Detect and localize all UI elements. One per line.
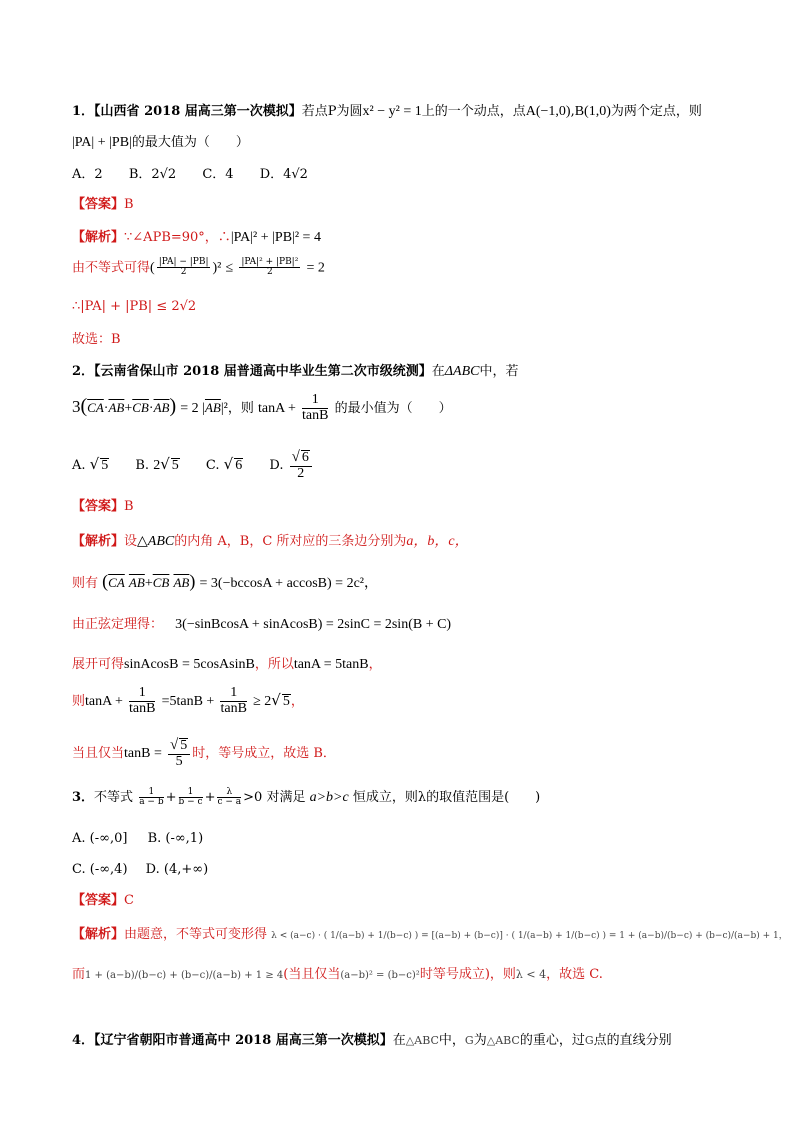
- q3-stem-c: 恒成立，则λ的取值范围是( ): [352, 790, 541, 805]
- q2-s5-sqrt: 5: [282, 694, 290, 709]
- q2-tanA: tanA +: [258, 401, 296, 416]
- q2-vec-ab: $\overline{AB}$: [108, 400, 125, 415]
- q2-s4: 展开可得: [72, 657, 125, 672]
- q3-s1: 由题意，不等式可变形得: [124, 927, 268, 942]
- q2-s1: 设: [124, 534, 138, 549]
- q2-s2-vec-cb: $\overline{CB}$: [152, 575, 170, 590]
- q2-options: A. √ 5 B. 2√ 5 C. √ 6 D. $\frac{√ 6}{2}$: [72, 450, 314, 481]
- q4-stem-e: 点的直线分别: [593, 1033, 672, 1048]
- q1-a1-math: |PA|² + |PB|² = 4: [230, 230, 321, 245]
- q1-analysis-line3: [72, 298, 196, 316]
- q1-option-d: D．4√2: [259, 167, 308, 182]
- q3-s2-res: λ < 4: [515, 968, 547, 981]
- q2-s4-math1: sinAcosB = 5cosAsinB: [124, 657, 255, 672]
- q2-s6-end: 时，等号成立，故选 B．: [192, 746, 336, 761]
- q1-stem-e: 的最大值为（ ）: [131, 135, 249, 150]
- q2-option-c-label: C.: [205, 458, 220, 474]
- q1-a2-mid: ≤: [225, 260, 234, 276]
- q2-s4-math2: tanA = 5tanB: [293, 657, 369, 672]
- q1-circle-eq: x² − y² = 1: [362, 104, 422, 119]
- q2-analysis-line6: [72, 734, 336, 774]
- q3-frac2: $\frac{1}{b - c}$: [178, 786, 203, 807]
- q2-cond-3: 3: [72, 397, 81, 416]
- q2-number: 2．: [72, 364, 95, 379]
- q3-analysis-line2: [72, 966, 603, 985]
- q2-triangle: ΔABC: [444, 364, 480, 379]
- q1-a1: ∵∠APB=90°，∴: [124, 230, 231, 245]
- q3-option-d: D. (4,+∞): [145, 862, 209, 877]
- q1-analysis-line2: 由不等式可得( $\frac{|PA| - |PB|}{2}$ )² ≤ $\frac{\text{|PA|² + |PB|²}}{2}$ = 2: [72, 257, 325, 278]
- q2-s5: 则: [72, 694, 86, 709]
- q2-s3: 由正弦定理得：: [72, 617, 164, 632]
- q2-s4-end: ，: [368, 657, 382, 672]
- q2-stem-c: ，则: [227, 401, 254, 416]
- q3-s2-cond: (a−b)² = (b−c)²: [340, 970, 420, 981]
- q3-s2-c: 时等号成立)，则: [419, 967, 516, 982]
- q2-s2-math: = 3(−bccosA + accosB) = 2c²，: [199, 576, 378, 591]
- q2-answer-label: 【答案】: [72, 499, 125, 514]
- q1-stem-line2: [72, 134, 249, 152]
- q3-options-row1: [72, 830, 203, 848]
- q3-cond: a>b>c: [309, 790, 349, 805]
- q1-source: 【山西省 2018 届高三第一次模拟】: [94, 104, 302, 119]
- q2-option-c: 6: [235, 458, 243, 474]
- q2-option-a-label: A.: [72, 458, 86, 474]
- q2-s5-comma: ，: [290, 694, 304, 709]
- q2-s2-vec-ca: $\overline{CA}$: [108, 575, 125, 590]
- q1-stem-b: 上的一个动点，点: [421, 104, 526, 119]
- q2-s4-mid: ，所以: [254, 657, 294, 672]
- q3-s2-d: ，故选 C.: [546, 967, 603, 982]
- q1-answer-label: 【答案】: [72, 197, 125, 212]
- q3-answer-label: 【答案】: [72, 893, 125, 908]
- q2-s5-frac2: $\frac{1}{\tan B}$: [220, 685, 247, 716]
- q1-stem-c: 为两个定点，则: [610, 104, 702, 119]
- q1-options: [72, 166, 308, 184]
- q2-s1-b: 的内角 A，B，C 所对应的三条边分别为: [174, 534, 407, 549]
- q2-stem-line1: [72, 363, 518, 381]
- q3-stem: 3．不等式 $\frac{1}{a - b}$ + $\frac{1}{b - c}$ + $\frac{\lambda}{c - a}$ >0 对满足 a>b>c 恒成立，则λ的取值范围是( ): [72, 786, 541, 807]
- q4-G2: G: [584, 1034, 594, 1047]
- q3-number: 3．: [72, 790, 95, 805]
- q1-analysis-label: 【解析】: [72, 230, 125, 245]
- q2-answer-value: B: [124, 499, 134, 514]
- q2-s6-frac: $\frac{√ 5}{5}$: [168, 738, 190, 769]
- q2-vec-cb: $\overline{CB}$: [132, 400, 149, 415]
- q1-stem-line1: 1．【山西省 2018 届高三第一次模拟】若点P为圆x² − y² = 1上的一个动点，点A(−1,0),B(1,0)为两个定点，则: [72, 104, 702, 119]
- q4-G: G: [464, 1034, 474, 1047]
- q1-a3: ∴|PA| + |PB| ≤ 2√2: [72, 299, 197, 314]
- q2-stem-d: 的最小值为（ ）: [334, 401, 452, 416]
- q1-pointB: B(1,0): [574, 104, 611, 119]
- q2-option-d: $\frac{√ 6}{2}$: [290, 450, 312, 481]
- q3-frac3: $\frac{\lambda}{c - a}$: [217, 786, 242, 807]
- q2-source: 【云南省保山市 2018 届普通高中毕业生第二次市级统测】: [94, 364, 432, 379]
- q2-vec-ab-3: $\overline{AB}$: [204, 400, 221, 415]
- q1-a2-frac1: $\frac{|PA| - |PB|}{2}$: [158, 257, 209, 278]
- q2-option-b-label: B.: [135, 458, 150, 474]
- q2-s5-frac1: $\frac{1}{\tan B}$: [129, 685, 156, 716]
- q2-option-b: 5: [171, 458, 179, 474]
- q1-stem-a: 若点P为圆: [301, 104, 363, 119]
- q2-stem-b: 中，若: [479, 364, 519, 379]
- q3-option-c: C. (-∞,4): [72, 862, 128, 877]
- q1-choose: [72, 331, 121, 349]
- q2-analysis-label: 【解析】: [72, 534, 125, 549]
- q4-tri: △ABC: [405, 1034, 439, 1047]
- q3-s1-math: λ < (a−c) · ( 1/(a−b) + 1/(b−c) ) = [(a−b) + (b−c)] · ( 1/(a−b) + 1/(b−c) ) = 1 + (a−b)/(b−c) + (b−c)/(a−b) + 1，: [271, 931, 788, 941]
- q1-choose-text: 故选：B: [72, 332, 121, 347]
- q2-analysis-line4: [72, 656, 382, 674]
- q1-option-a: A．2: [72, 167, 103, 182]
- q1-stem-d: |PA| + |PB|: [72, 135, 132, 150]
- q3-analysis-line1: [72, 926, 788, 945]
- q2-analysis-line5: 则tanA + $\frac{1}{\tan B}$ =5tanB + $\frac{1}{\tan B}$ ≥ 2√ 5，: [72, 685, 304, 716]
- q1-number: 1．: [72, 104, 95, 119]
- q2-s1-tri: △ABC: [137, 534, 175, 549]
- q2-analysis-line3: [72, 616, 451, 634]
- q2-s1-abc: a，b，c，: [406, 534, 469, 549]
- q3-stem-b: >0 对满足: [243, 790, 306, 805]
- q1-option-b: B．2√2: [128, 167, 177, 182]
- q4-stem-c: 为: [473, 1033, 487, 1048]
- q2-analysis-line1: [72, 533, 469, 551]
- q2-s2-vec-ab-2: $\overline{AB}$: [173, 575, 190, 590]
- q3-answer: [72, 892, 134, 910]
- q3-s2: 而: [72, 967, 86, 982]
- q4-number: 4．: [72, 1033, 95, 1048]
- q2-s5-tanA: tanA +: [85, 694, 123, 709]
- q4-stem-d: 的重心，过: [519, 1033, 585, 1048]
- q1-a2-text: 由不等式可得: [72, 260, 151, 276]
- q2-frac-1-tanB: $\frac{1}{\tan B}$: [302, 392, 329, 423]
- q3-option-a: A. (-∞,0]: [72, 831, 128, 846]
- q1-answer: [72, 196, 134, 214]
- q1-analysis-line1: [72, 229, 321, 247]
- q4-source: 【辽宁省朝阳市普通高中 2018 届高三第一次模拟】: [94, 1033, 393, 1048]
- q4-stem-b: 中，: [438, 1033, 465, 1048]
- q1-pointA: A(−1,0): [525, 104, 571, 119]
- q2-stem-line2: $3(\overline{CA}\cdot\overline{AB}+\overline{CB}\cdot\overline{AB}) = 2$ $|\overline{AB}|^2$，则 tanA + $\frac{1}{\tan B}$ 的最小值为（ ）: [72, 392, 452, 423]
- q3-s2-b: (当且仅当: [283, 967, 341, 982]
- q1-answer-value: B: [124, 197, 134, 212]
- q3-options-row2: [72, 861, 208, 879]
- q2-s2: 则有: [72, 576, 99, 591]
- q2-stem-a: 在: [431, 364, 445, 379]
- q3-option-b: B. (-∞,1): [147, 831, 204, 846]
- q2-s2-vec-ab: $\overline{AB}$: [128, 575, 145, 590]
- q3-s2-math: 1 + (a−b)/(b−c) + (b−c)/(a−b) + 1 ≥ 4: [85, 970, 284, 981]
- q1-a2-end: = 2: [306, 260, 325, 276]
- q2-s6: 当且仅当: [72, 746, 125, 761]
- q1-option-c: C．4: [202, 167, 234, 182]
- q3-analysis-label: 【解析】: [72, 927, 125, 942]
- q3-frac1: $\frac{1}{a - b}$: [139, 786, 164, 807]
- q2-vec-ab-2: $\overline{AB}$: [153, 400, 170, 415]
- q2-cond-rhs: = 2 |: [180, 401, 205, 416]
- q2-option-d-label: D.: [269, 458, 284, 474]
- q2-s5-end: ≥ 2: [253, 694, 272, 709]
- q3-stem-a: 不等式: [94, 790, 134, 805]
- q2-s6-tanB: tanB =: [124, 746, 162, 761]
- q4-tri2: △ABC: [486, 1034, 520, 1047]
- q4-stem: [72, 1032, 672, 1050]
- q3-answer-value: C: [124, 893, 134, 908]
- q2-answer: [72, 498, 134, 516]
- q2-cond-sq: |²: [220, 401, 228, 416]
- q2-vec-ca: $\overline{CA}$: [87, 400, 104, 415]
- q2-s3-math: 3(−sinBcosA + sinAcosB) = 2sinC = 2sin(B + C): [175, 617, 452, 632]
- q1-a2-frac2: $\frac{\text{|PA|² + |PB|²}}{2}$: [241, 257, 299, 278]
- q2-analysis-line2: 则有 ($\overline{CA}$ $\overline{AB}+\overline{CB}$ $\overline{AB}) = 3(-bccosA + accosB) = 2c^2$，: [72, 571, 378, 591]
- q4-stem-a: 在: [392, 1033, 406, 1048]
- q2-option-a: 5: [101, 458, 109, 474]
- q2-s5-mid: =5tanB +: [161, 694, 215, 709]
